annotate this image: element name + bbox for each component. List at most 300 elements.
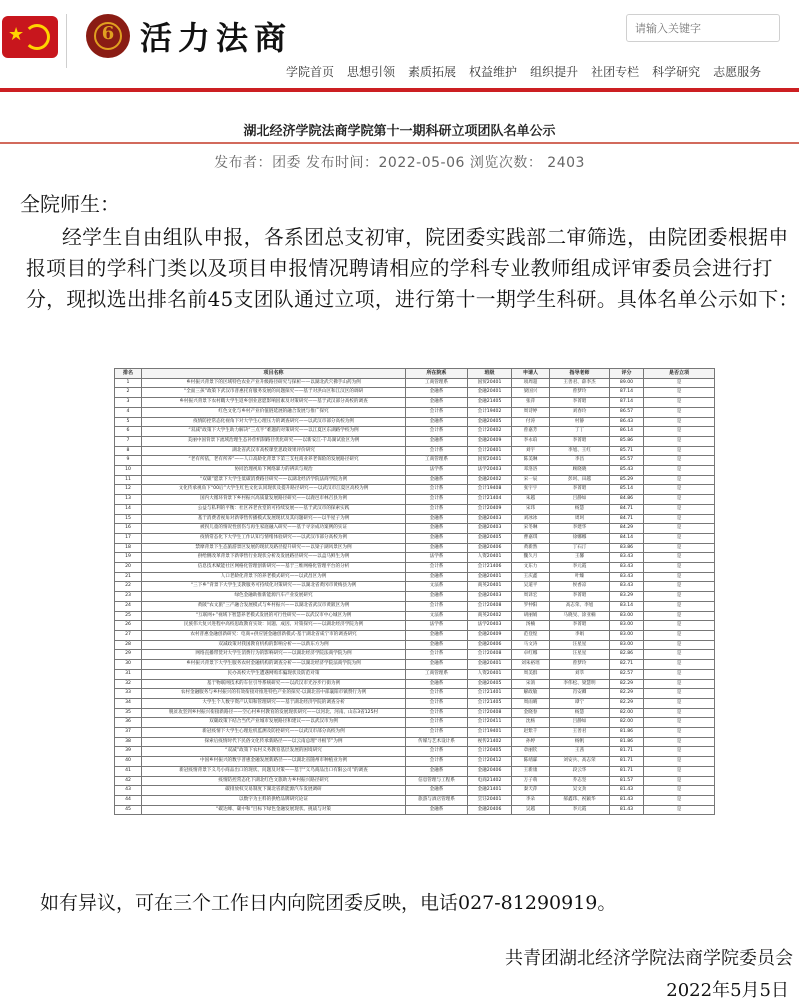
table-cell: 杨慧 xyxy=(550,708,610,718)
table-cell: 2 xyxy=(115,388,142,398)
table-cell: 16 xyxy=(115,524,142,534)
table-cell: 胡丽娟 xyxy=(512,611,550,621)
table-cell: 陈美琳 xyxy=(512,456,550,466)
table-row xyxy=(115,407,715,417)
table-cell: 马文涛 xyxy=(512,640,550,650)
table-cell: 会计19408 xyxy=(468,485,512,495)
contact-note: 如有异议，可在三个工作日内向院团委反映，电话027-81290919。 xyxy=(40,892,617,914)
table-cell: 是 xyxy=(644,553,715,563)
table-cell: 是 xyxy=(644,669,715,679)
table-row xyxy=(115,650,715,660)
table-cell: 金融系 xyxy=(406,514,468,524)
table-cell: 83.14 xyxy=(610,601,644,611)
table-row xyxy=(115,417,715,427)
table-row xyxy=(115,728,715,738)
table-cell: 徐娜娜 xyxy=(550,533,610,543)
table-cell: 金融20406 xyxy=(468,543,512,553)
table-cell: 金融20403 xyxy=(468,524,512,534)
table-cell: 金融系 xyxy=(406,766,468,776)
table-cell: 会计20411 xyxy=(468,718,512,728)
table-cell: 25 xyxy=(115,611,142,621)
table-cell: 王庆鑫 xyxy=(512,572,550,582)
table-cell: 李菁昭 xyxy=(550,436,610,446)
nav-item-rights[interactable]: 权益维护 xyxy=(469,65,518,79)
table-cell: 禁摩背景下生态旅游景区发展的现状及路径提升研究——以梁子湖风景区为例 xyxy=(142,543,406,553)
table-cell: 金融系 xyxy=(406,786,468,796)
youth-league-emblem-icon[interactable]: ★ xyxy=(2,16,58,58)
table-cell: 旅游与酒店管理系 xyxy=(406,795,468,805)
table-cell: 81.86 xyxy=(610,737,644,747)
table-cell: 会计系 xyxy=(406,757,468,767)
table-cell: 会计21401 xyxy=(468,689,512,699)
table-cell: 新冠疫情下大学生心理危机监测及防控研究——以武汉市部分高校为例 xyxy=(142,728,406,738)
table-cell: 法学系 xyxy=(406,553,468,563)
table-cell: 83.00 xyxy=(610,640,644,650)
table-cell: 黄陂“农文旅”三产融合发展模式与乡村振兴——以湖北省武汉市黄陂区为例 xyxy=(142,601,406,611)
table-cell: 82.86 xyxy=(610,650,644,660)
table-cell: 是 xyxy=(644,737,715,747)
table-cell: 人资20401 xyxy=(468,669,512,679)
table-cell: 35 xyxy=(115,708,142,718)
table-cell: 吴越 xyxy=(512,805,550,815)
table-row xyxy=(115,563,715,573)
table-cell: 李菁昭 xyxy=(550,592,610,602)
table-cell: 吕静如 xyxy=(550,718,610,728)
table-cell: 协同治理视角下网络暴力的辨识与规治 xyxy=(142,466,406,476)
table-cell: 王善君 xyxy=(550,728,610,738)
table-cell: 36 xyxy=(115,718,142,728)
table-cell: 是 xyxy=(644,718,715,728)
table-cell: 金晓春 xyxy=(512,708,550,718)
table-cell: 1 xyxy=(115,378,142,388)
table-cell: 商英20402 xyxy=(468,611,512,621)
table-cell: 金融20405 xyxy=(468,679,512,689)
table-cell: 吴道平 xyxy=(512,582,550,592)
table-cell: 82.71 xyxy=(610,660,644,670)
table-cell: 是 xyxy=(644,776,715,786)
table-cell: 82.29 xyxy=(610,679,644,689)
table-cell: 民办高校大学生遭遇网购诈骗现状及防范对策 xyxy=(142,669,406,679)
table-row xyxy=(115,436,715,446)
table-cell: 杨慧 xyxy=(550,504,610,514)
table-cell: 李娟 xyxy=(550,630,610,640)
table-cell: 马晓旻、涂亚楠 xyxy=(550,611,610,621)
table-cell: 81.43 xyxy=(610,786,644,796)
nav-item-quality[interactable]: 素质拓展 xyxy=(408,65,457,79)
table-cell: 乡村振兴背景下农村職大学生返乡创业意愿影响因素及对策研究——基于武汉部分高校的调查 xyxy=(142,398,406,408)
table-header-cell: 项目名称 xyxy=(142,369,406,379)
table-cell: 金融系 xyxy=(406,436,468,446)
table-cell: 81.86 xyxy=(610,728,644,738)
table-cell: 王新康 xyxy=(512,766,550,776)
table-cell: 84.29 xyxy=(610,524,644,534)
table-row xyxy=(115,572,715,582)
table-cell: 81.43 xyxy=(610,805,644,815)
table-cell: 3 xyxy=(115,398,142,408)
table-cell: 李旭、王红 xyxy=(550,446,610,456)
table-row xyxy=(115,388,715,398)
table-cell: 吕静如 xyxy=(550,495,610,505)
table-cell: 5 xyxy=(115,417,142,427)
table-cell: 是 xyxy=(644,427,715,437)
site-header xyxy=(0,0,799,88)
table-cell: 杨帆 xyxy=(550,737,610,747)
table-cell: “双减”政策下农村义务教育基层发展的困境研究 xyxy=(142,747,406,757)
table-cell: 86.14 xyxy=(610,427,644,437)
table-cell: 会计21404 xyxy=(468,495,512,505)
table-cell: 85.14 xyxy=(610,485,644,495)
table-cell: 81.71 xyxy=(610,757,644,767)
table-header-cell: 指导老师 xyxy=(550,369,610,379)
table-row xyxy=(115,611,715,621)
table-cell: 国贸20401 xyxy=(468,378,512,388)
table-cell: 85.43 xyxy=(610,466,644,476)
table-cell: 金融系 xyxy=(406,679,468,689)
table-cell: 宋鸽 xyxy=(512,679,550,689)
table-cell: 文法系 xyxy=(406,582,468,592)
table-cell: 宋一辰 xyxy=(512,475,550,485)
table-cell: 28 xyxy=(115,640,142,650)
table-cell: 金融20409 xyxy=(468,630,512,640)
table-cell: 曹嘉琪 xyxy=(512,533,550,543)
nav-item-organization[interactable]: 组织提升 xyxy=(530,65,579,79)
table-cell: 刘安兵、高志荣 xyxy=(550,757,610,767)
table-cell: 刘冰冰 xyxy=(512,514,550,524)
table-cell: 会计系 xyxy=(406,504,468,514)
table-cell: 34 xyxy=(115,698,142,708)
table-cell: 张宇宇 xyxy=(512,485,550,495)
table-cell: 会计系 xyxy=(406,407,468,417)
table-cell: 金融系 xyxy=(406,592,468,602)
table-header-cell: 班级 xyxy=(468,369,512,379)
table-cell: 红色文化与乡村产业价值链延展的融合发展与推广探究 xyxy=(142,407,406,417)
table-cell: 肖安卿 xyxy=(550,689,610,699)
table-cell: 82.00 xyxy=(610,708,644,718)
table-cell: 人资20401 xyxy=(468,553,512,563)
table-cell: 金融系 xyxy=(406,475,468,485)
table-cell: 24 xyxy=(115,601,142,611)
table-cell: 曾嘉芳 xyxy=(512,427,550,437)
table-cell: 会计系 xyxy=(406,728,468,738)
table-cell: 是 xyxy=(644,757,715,767)
table-cell: 段云华 xyxy=(550,766,610,776)
table-cell: 陈靖霖 xyxy=(512,757,550,767)
table-cell: 43 xyxy=(115,786,142,796)
table-cell: 会计系 xyxy=(406,563,468,573)
table-cell: 29 xyxy=(115,650,142,660)
table-cell: 是 xyxy=(644,747,715,757)
main-nav xyxy=(286,62,761,82)
table-cell: 周雨晴 xyxy=(512,698,550,708)
table-cell: 金融系 xyxy=(406,805,468,815)
table-cell: 85.86 xyxy=(610,436,644,446)
table-cell: 李菁昭 xyxy=(550,621,610,631)
nav-item-volunteer[interactable]: 志愿服务 xyxy=(713,65,762,79)
table-cell: 13 xyxy=(115,495,142,505)
table-cell: 乡村振兴背景下的区域特色农业产业升级路径研究与探析——以湖北武穴佛手山药为例 xyxy=(142,378,406,388)
table-cell: 国内大循环背景下乡村振兴高质量发展路径研究——以鹿邑市林召县为例 xyxy=(142,495,406,505)
table-cell: 是 xyxy=(644,563,715,573)
table-cell: 刘朱裕瑶 xyxy=(512,660,550,670)
table-cell: 美丽中国背景下流域治理生态补偿机制路径优化研究——以新安江-千岛湖试验区为例 xyxy=(142,436,406,446)
table-cell: 81.71 xyxy=(610,766,644,776)
table-cell: 39 xyxy=(115,747,142,757)
search-box[interactable] xyxy=(626,14,780,42)
table-cell: 金融系 xyxy=(406,417,468,427)
table-cell: 基于物联网技术的车位引导系统研究——以武汉市光谷步行街为例 xyxy=(142,679,406,689)
table-cell: 李伟松、梁慧明 xyxy=(550,679,610,689)
table-cell: 45 xyxy=(115,805,142,815)
issuing-organization: 共青团湖北经济学院法商学院委员会 xyxy=(505,948,793,969)
table-cell: 卓红娜 xyxy=(512,650,550,660)
table-cell: 金融20405 xyxy=(468,417,512,427)
table-cell: 村静 xyxy=(550,417,610,427)
table-row xyxy=(115,669,715,679)
table-cell: 法学20403 xyxy=(468,621,512,631)
table-cell: 李菁昭 xyxy=(550,485,610,495)
table-cell: 82.29 xyxy=(610,689,644,699)
table-cell: 金融20403 xyxy=(468,592,512,602)
table-cell: 是 xyxy=(644,398,715,408)
table-cell: 金融20401 xyxy=(468,388,512,398)
table-cell: 探索后疫情时代下民俗文化传承新路径——以云南总理“寻根节”为例 xyxy=(142,737,406,747)
table-cell: 89.00 xyxy=(610,378,644,388)
table-cell: 是 xyxy=(644,475,715,485)
table-cell: 82.00 xyxy=(610,718,644,728)
table-cell: 33 xyxy=(115,689,142,699)
table-cell: 刘春玲 xyxy=(550,407,610,417)
table-cell: 民族伟大复兴进程中高校思政教育实效：问题、成因、对策探究——以湖北经济学院为例 xyxy=(142,621,406,631)
table-cell: 是 xyxy=(644,436,715,446)
table-cell: 是 xyxy=(644,630,715,640)
table-row xyxy=(115,475,715,485)
table-cell: 被拐儿童的情况性创伤与再生家庭融入研究——基于寻亲成功案例的实证 xyxy=(142,524,406,534)
table-cell: 绿色金融助推新能源汽车产业发展研究 xyxy=(142,592,406,602)
table-cell: 26 xyxy=(115,621,142,631)
table-row xyxy=(115,621,715,631)
table-cell: 是 xyxy=(644,621,715,631)
table-cell: 14 xyxy=(115,504,142,514)
table-row xyxy=(115,718,715,728)
table-cell: 宋冬琳 xyxy=(512,524,550,534)
table-row xyxy=(115,456,715,466)
table-cell: 83.43 xyxy=(610,572,644,582)
table-cell: 19 xyxy=(115,553,142,563)
table-cell: 17 xyxy=(115,533,142,543)
table-cell: 传媒与艺术设计系 xyxy=(406,737,468,747)
table-cell: 是 xyxy=(644,495,715,505)
table-cell: 87.14 xyxy=(610,388,644,398)
table-cell: 是 xyxy=(644,611,715,621)
table-cell: 是 xyxy=(644,728,715,738)
table-cell: 丁石汀 xyxy=(550,543,610,553)
table-cell: 沈杨 xyxy=(512,718,550,728)
table-cell: 是 xyxy=(644,660,715,670)
table-cell: 文化传承视角下“00后”大学生红色文化认同现状及提升路径研究——以武汉市江夏区高校为例 xyxy=(142,485,406,495)
article-title: 湖北经济学院法商学院第十一期科研立项团队名单公示 xyxy=(243,124,556,139)
table-cell: 85.71 xyxy=(610,446,644,456)
table-cell: 张萍 xyxy=(512,398,550,408)
table-cell: 黄新然 xyxy=(512,543,550,553)
table-cell: 42 xyxy=(115,776,142,786)
table-cell: 85.57 xyxy=(610,456,644,466)
table-cell: 烹饪20401 xyxy=(468,795,512,805)
table-header-cell: 排名 xyxy=(115,369,142,379)
table-cell: 工商管理系 xyxy=(406,456,468,466)
table-cell: 会计系 xyxy=(406,689,468,699)
table-cell: 李元霞 xyxy=(550,563,610,573)
table-cell: 梁国兴 xyxy=(512,388,550,398)
table-cell: 会计20408 xyxy=(468,650,512,660)
table-cell: 是 xyxy=(644,592,715,602)
nav-item-clubs[interactable]: 社团专栏 xyxy=(591,65,640,79)
table-row xyxy=(115,543,715,553)
table-row xyxy=(115,698,715,708)
table-cell: 会计系 xyxy=(406,747,468,757)
table-cell: 是 xyxy=(644,805,715,815)
table-cell: 81.43 xyxy=(610,795,644,805)
table-cell: 法学20403 xyxy=(468,466,512,476)
table-cell: 23 xyxy=(115,592,142,602)
table-header-cell: 所在院系 xyxy=(406,369,468,379)
table-cell: 83.29 xyxy=(610,592,644,602)
table-cell: 会计系 xyxy=(406,601,468,611)
table-cell: 工商管理系 xyxy=(406,669,468,679)
table-cell: 中国乡村振兴的数字普惠金融发展新路径——以湖北省随州市种植业为例 xyxy=(142,757,406,767)
table-cell: 范登煌 xyxy=(512,630,550,640)
school-seal-logo[interactable]: 6 xyxy=(86,14,130,58)
table-cell: 会计21405 xyxy=(468,698,512,708)
table-row xyxy=(115,398,715,408)
table-cell: 李菁昭 xyxy=(550,398,610,408)
table-cell: 86.57 xyxy=(610,407,644,417)
table-cell: 万子萌 xyxy=(512,776,550,786)
time-label: 发布时间： xyxy=(306,155,379,171)
nav-item-home[interactable]: 学院首页 xyxy=(286,65,335,79)
search-input[interactable] xyxy=(627,15,779,41)
table-cell: 9 xyxy=(115,456,142,466)
table-cell: 会计20402 xyxy=(468,427,512,437)
table-cell: 付涛 xyxy=(512,417,550,427)
table-cell: 朱越 xyxy=(512,495,550,505)
table-row xyxy=(115,766,715,776)
table-cell: 是 xyxy=(644,485,715,495)
table-row xyxy=(115,689,715,699)
table-cell: 国贸20401 xyxy=(468,456,512,466)
table-cell: 王茜 xyxy=(550,747,610,757)
table-cell: 周珂 xyxy=(550,514,610,524)
table-cell: 汪星星 xyxy=(550,640,610,650)
table-cell: 新冠疫情背景下义乌小商品出口的现状、问题及对策——基于“义乌商品出口有限公司”的调查 xyxy=(142,766,406,776)
table-cell: 李建华 xyxy=(550,524,610,534)
table-cell: 83.00 xyxy=(610,611,644,621)
table-cell: 是 xyxy=(644,640,715,650)
table-cell: 王馨 xyxy=(550,553,610,563)
table-row xyxy=(115,737,715,747)
table-cell: 84.14 xyxy=(610,533,644,543)
table-cell: 侯香凉 xyxy=(550,582,610,592)
table-cell: 李元霞 xyxy=(550,805,610,815)
table-cell: 金融20403 xyxy=(468,514,512,524)
table-cell: 是 xyxy=(644,407,715,417)
views-label: 浏览次数： xyxy=(469,155,543,171)
table-row xyxy=(115,660,715,670)
table-cell: 金融20406 xyxy=(468,766,512,776)
table-cell: 会计系 xyxy=(406,485,468,495)
table-cell: 秦天萍 xyxy=(512,786,550,796)
table-cell: 40 xyxy=(115,757,142,767)
table-row xyxy=(115,504,715,514)
table-cell: 83.00 xyxy=(610,621,644,631)
table-cell: 魏久月 xyxy=(512,553,550,563)
table-cell: 网络直播带货对大学生消费行为的影响研究——以湖北经济学院法商学院为例 xyxy=(142,650,406,660)
table-cell: 双碳政策下结合当代产业城市发展路径和建议——以武汉市为例 xyxy=(142,718,406,728)
table-cell: 金融21401 xyxy=(468,786,512,796)
table-cell: 8 xyxy=(115,446,142,456)
table-cell: 电商21402 xyxy=(468,776,512,786)
table-cell: 是 xyxy=(644,650,715,660)
table-row xyxy=(115,582,715,592)
table-cell: 会计系 xyxy=(406,495,468,505)
table-cell: 周译宏 xyxy=(512,592,550,602)
table-cell: 会计20405 xyxy=(468,747,512,757)
table-cell: 疫情常态化下大学生工作认知与情绪体验研究——以武汉市部分高校为例 xyxy=(142,533,406,543)
table-row xyxy=(115,708,715,718)
table-cell: 83.43 xyxy=(610,582,644,592)
nav-item-research[interactable]: 科学研究 xyxy=(652,65,701,79)
nav-item-ideology[interactable]: 思想引领 xyxy=(347,65,396,79)
table-row xyxy=(115,592,715,602)
table-cell: 乔志坚 xyxy=(550,776,610,786)
time-value: 2022-05-06 xyxy=(378,155,465,171)
table-cell: 金融系 xyxy=(406,572,468,582)
table-cell: 是 xyxy=(644,514,715,524)
table-row xyxy=(115,786,715,796)
table-row xyxy=(115,795,715,805)
table-cell: 83.00 xyxy=(610,630,644,640)
table-cell: 法学系 xyxy=(406,621,468,631)
table-cell: 38 xyxy=(115,737,142,747)
site-title-logo[interactable]: 活力法商 xyxy=(140,19,293,57)
table-cell: 汤楠 xyxy=(512,621,550,631)
table-cell: 83.86 xyxy=(610,543,644,553)
table-cell: 疫情防控常态化下湖北红色文旅助力乡村振兴路径研究 xyxy=(142,776,406,786)
table-cell: 87.14 xyxy=(610,398,644,408)
table-cell: 81.71 xyxy=(610,747,644,757)
table-cell: 82.29 xyxy=(610,698,644,708)
table-row xyxy=(115,485,715,495)
table-cell: 疫情防控常态化视角下对大学生心理压力的调查研究——以武汉市部分高校为例 xyxy=(142,417,406,427)
table-cell: 王善君、薛李杰 xyxy=(550,378,610,388)
table-cell: 是 xyxy=(644,601,715,611)
table-cell: 脱贫攻坚到乡村振兴衔接新路径——空心村乡村教育的发展现状研究——以河北、河南、山东3省125村 xyxy=(142,708,406,718)
table-cell: 20 xyxy=(115,563,142,573)
table-cell: 金融系 xyxy=(406,543,468,553)
table-row xyxy=(115,757,715,767)
table-cell: 会计20401 xyxy=(468,446,512,456)
table-row xyxy=(115,495,715,505)
table-cell: 22 xyxy=(115,582,142,592)
table-cell: 金融系 xyxy=(406,533,468,543)
table-cell: 农村金融服务与乡村振兴的有效衔接对推进特色产业的探究-以湖北省中部襄阳市镇赞行为例 xyxy=(142,689,406,699)
table-cell: 周美群 xyxy=(512,669,550,679)
table-row xyxy=(115,378,715,388)
table-cell: 84.71 xyxy=(610,514,644,524)
table-cell: 32 xyxy=(115,679,142,689)
table-row xyxy=(115,679,715,689)
table-cell: 顾晓晓 xyxy=(550,466,610,476)
table-cell: 李永珀 xyxy=(512,436,550,446)
